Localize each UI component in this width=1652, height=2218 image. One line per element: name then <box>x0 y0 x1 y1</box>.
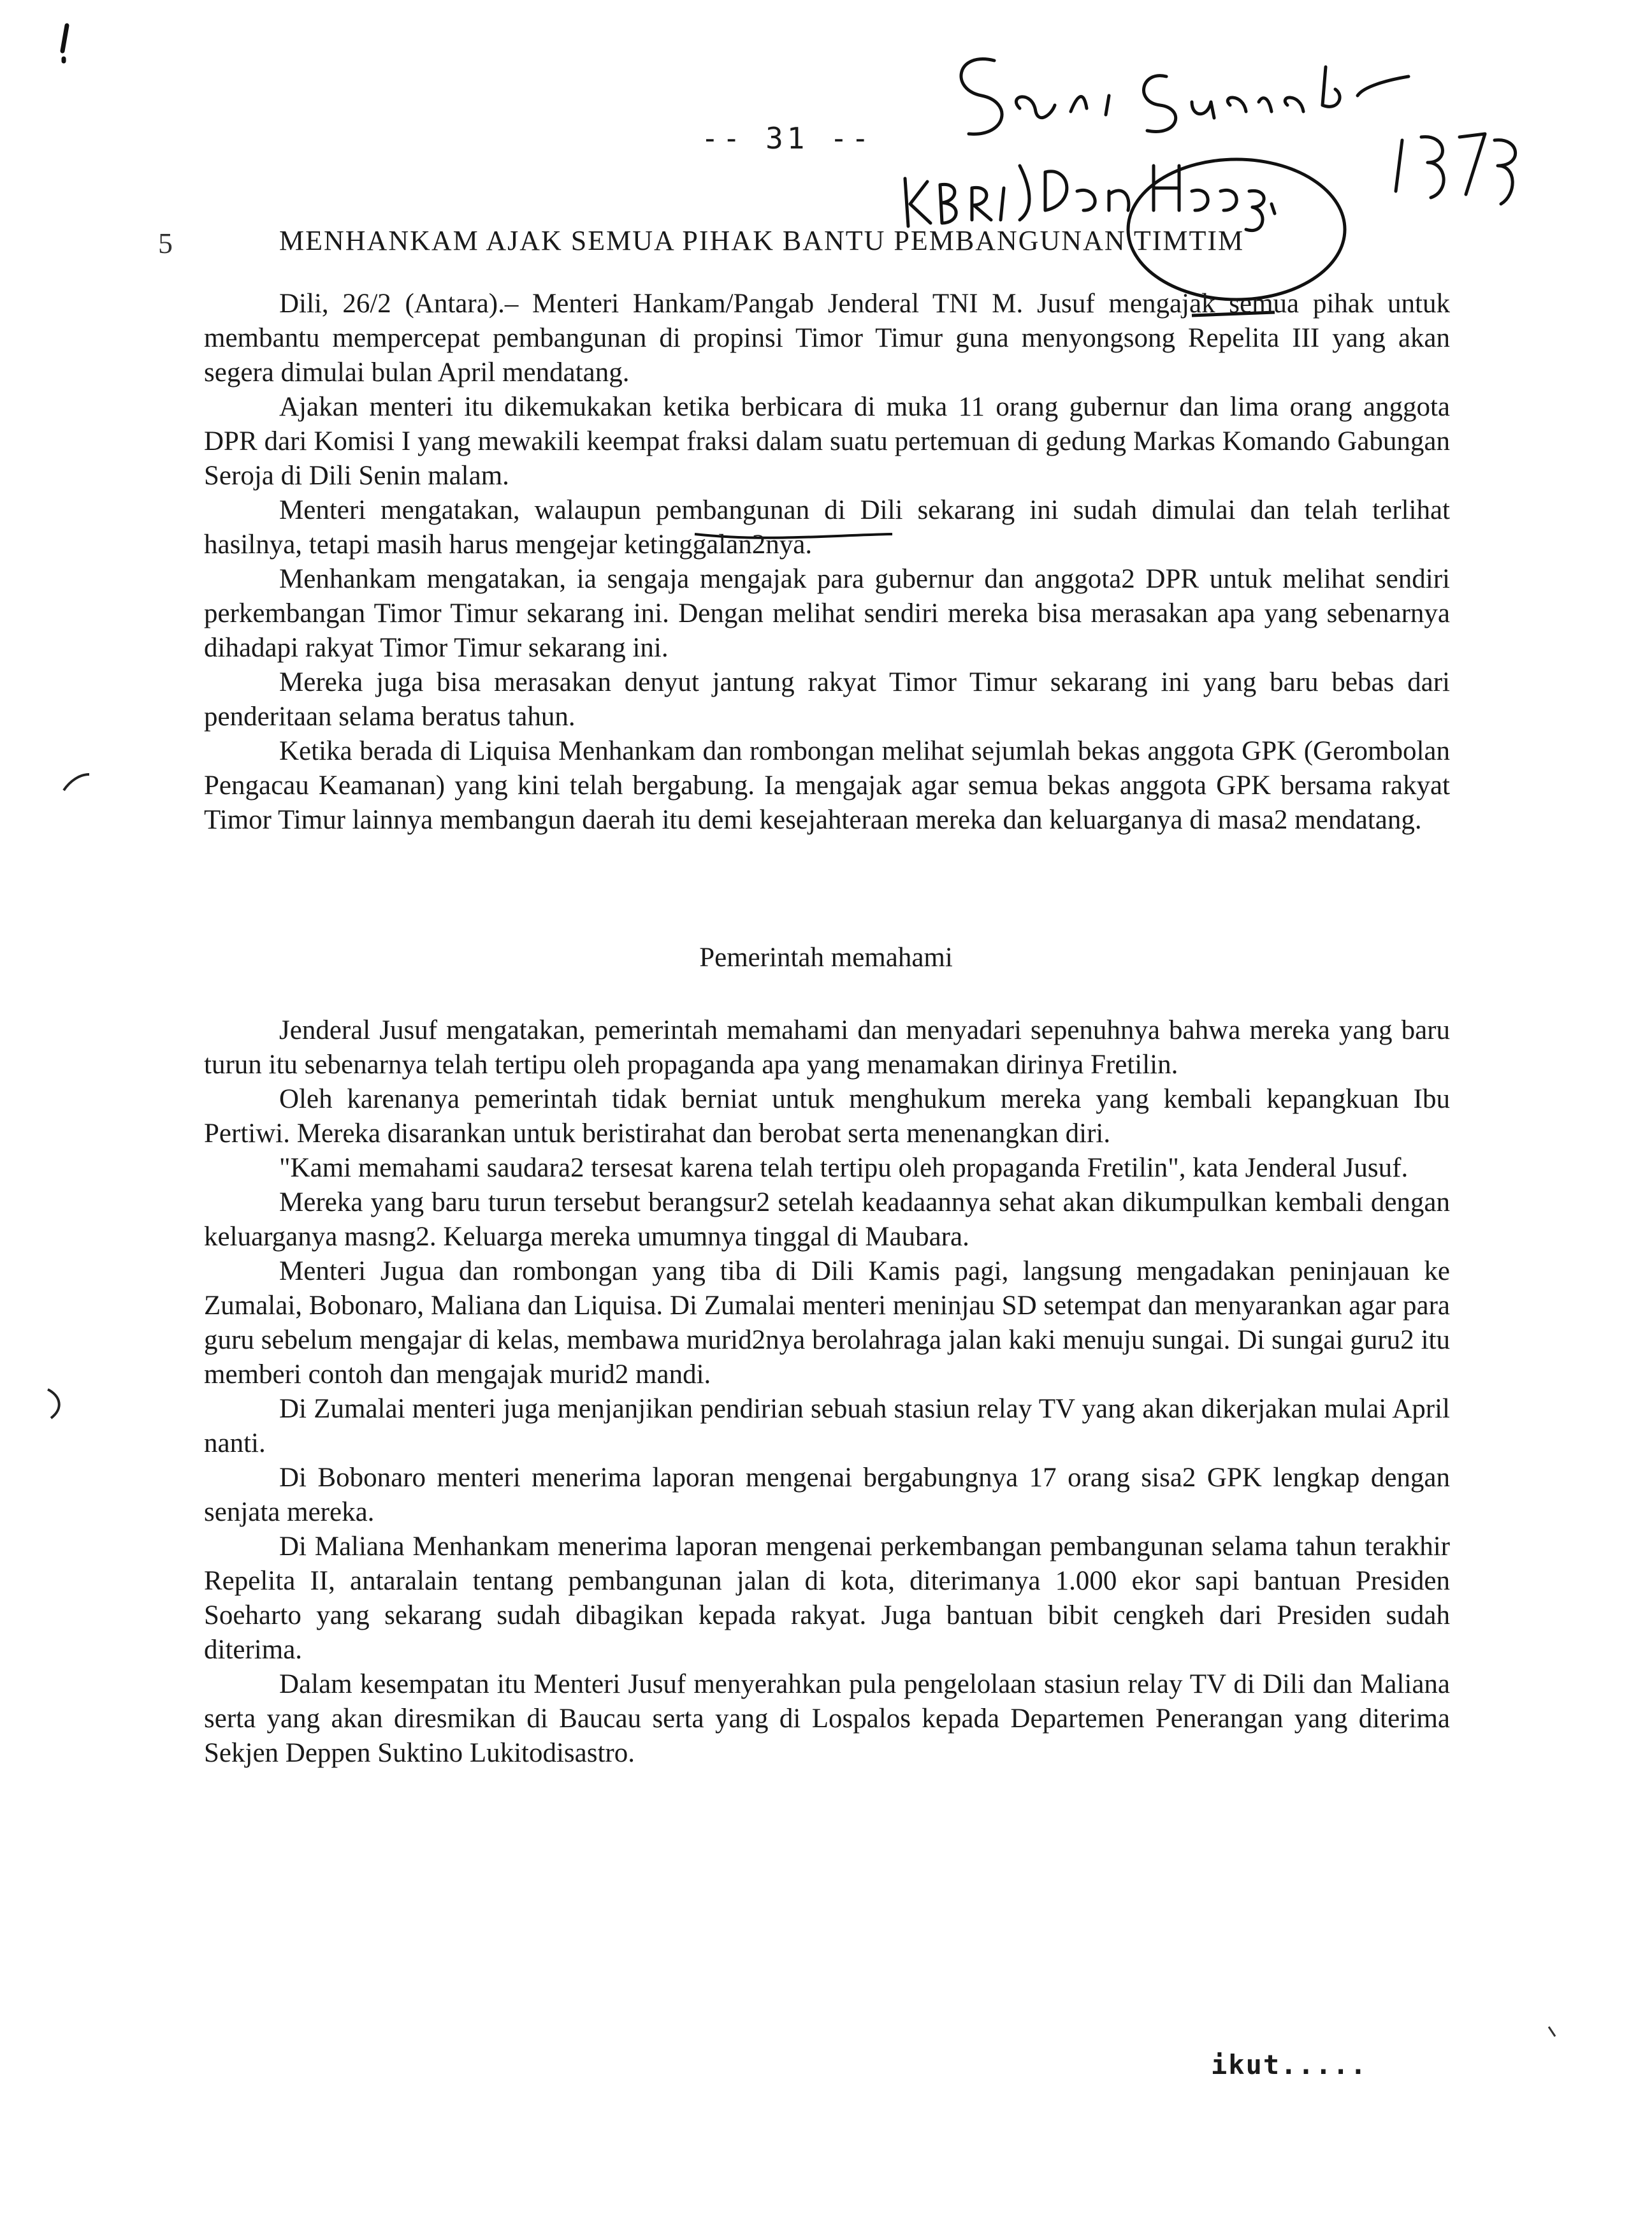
paragraph: Menteri Jugua dan rombongan yang tiba di Dili Kamis pagi, langsung mengadakan peninjauan ke Zumalai, Bobonaro, Maliana dan Liquisa. Di Zumalai menteri meninjau SD setempat dan menyarankan agar para guru sebelum mengajar di kelas, membawa murid2nya berolahraga jalan kaki menuju sungai. Di sungai guru2 itu memberi contoh dan mengajak murid2 mandi. <box>204 1256 1450 1389</box>
continuation-note: ikut..... <box>1211 2049 1368 2080</box>
margin-mark-low <box>48 1389 59 1418</box>
paragraph: Menhankam mengatakan, ia sengaja mengajak para gubernur dan anggota2 DPR untuk melihat sendiri perkembangan Timor Timur sekarang ini. Dengan melihat sendiri mereka bisa merasakan apa yang sebenarnya dihadapi rakyat Timor Timur sekarang ini. <box>204 564 1450 663</box>
article-body-bottom <box>204 1013 1450 1771</box>
handwritten-source-note <box>961 59 1409 134</box>
paragraph: Oleh karenanya pemerintah tidak berniat untuk menghukum mereka yang kembali kepangkuan Ibu Pertiwi. Mereka disarankan untuk beristirahat dan berobat serta menenangkan diri. <box>204 1084 1450 1149</box>
article-headline: MENHANKAM AJAK SEMUA PIHAK BANTU PEMBANGUNAN TIMTIM <box>279 225 1245 256</box>
paragraph: Jenderal Jusuf mengatakan, pemerintah memahami dan menyadari sepenuhnya bahwa mereka yang baru turun itu sebenarnya telah tertipu oleh propaganda apa yang menamakan dirinya Fretilin. <box>204 1015 1450 1080</box>
paragraph: Mereka juga bisa merasakan denyut jantung rakyat Timor Timur sekarang ini yang baru bebas dari penderitaan selama beratus tahun. <box>204 667 1450 732</box>
paragraph: Dili, 26/2 (Antara).– Menteri Hankam/Pangab Jenderal TNI M. Jusuf mengajak semua pihak untuk membantu mempercepat pembangunan di propinsi Timor Timur guna menyongsong Repelita III yang akan segera dimulai bulan April mendatang. <box>204 289 1450 388</box>
paragraph: Di Zumalai menteri juga menjanjikan pendirian sebuah stasiun relay TV yang akan dikerjakan mulai April nanti. <box>204 1394 1450 1458</box>
handwritten-year <box>1396 134 1516 204</box>
margin-mark-bottom <box>1549 2027 1555 2036</box>
margin-mark-top <box>62 25 67 61</box>
paragraph: Menteri mengatakan, walaupun pembangunan di Dili sekarang ini sudah dimulai dan telah terlihat hasilnya, tetapi masih harus mengejar ketinggalan2nya. <box>204 495 1450 560</box>
handwritten-agency-note <box>905 166 1275 231</box>
paragraph: "Kami memahami saudara2 tersesat karena telah tertipu oleh propaganda Fretilin", kata Jenderal Jusuf. <box>279 1153 1409 1183</box>
paragraph: Di Maliana Menhankam menerima laporan mengenai perkembangan pembangunan selama tahun terakhir Repelita II, antaralain tentang pembangunan jalan di kota, diterimanya 1.000 ekor sapi bantuan Presiden Soeharto yang sekarang sudah dibagikan kepada rakyat. Juga bantuan bibit cengkeh dari Presiden sudah diterima. <box>204 1532 1450 1665</box>
margin-number: 5 <box>158 227 173 259</box>
paragraph: Ketika berada di Liquisa Menhankam dan rombongan melihat sejumlah bekas anggota GPK (Gerombolan Pengacau Keamanan) yang kini telah bergabung. Ia mengajak agar semua bekas anggota GPK bersama rakyat Timor Timur lainnya membangun daerah itu demi kesejahteraan mereka dan keluarganya di masa2 mendatang. <box>204 736 1450 835</box>
paragraph: Mereka yang baru turun tersebut berangsur2 setelah keadaannya sehat akan dikumpulkan kembali dengan keluarganya masng2. Keluarga mereka umumnya tinggal di Maubara. <box>204 1187 1450 1252</box>
margin-mark-mid <box>64 774 89 790</box>
paragraph: Ajakan menteri itu dikemukakan ketika berbicara di muka 11 orang gubernur dan lima orang anggota DPR dari Komisi I yang mewakili keempat fraksi dalam suatu pertemuan di gedung Markas Komando Gabungan Seroja di Dili Senin malam. <box>204 392 1450 491</box>
section-subheading: Pemerintah memahami <box>699 943 953 973</box>
paragraph: Di Bobonaro menteri menerima laporan mengenai bergabungnya 17 orang sisa2 GPK lengkap dengan senjata mereka. <box>204 1463 1450 1527</box>
article-body-top <box>204 287 1450 837</box>
paragraph: Dalam kesempatan itu Menteri Jusuf menyerahkan pula pengelolaan stasiun relay TV di Dili dan Maliana serta yang akan diresmikan di Baucau serta yang di Lospalos kepada Departemen Penerangan yang diterima Sekjen Deppen Suktino Lukitodisastro. <box>204 1669 1450 1768</box>
page-number: -- 31 -- <box>701 121 873 156</box>
